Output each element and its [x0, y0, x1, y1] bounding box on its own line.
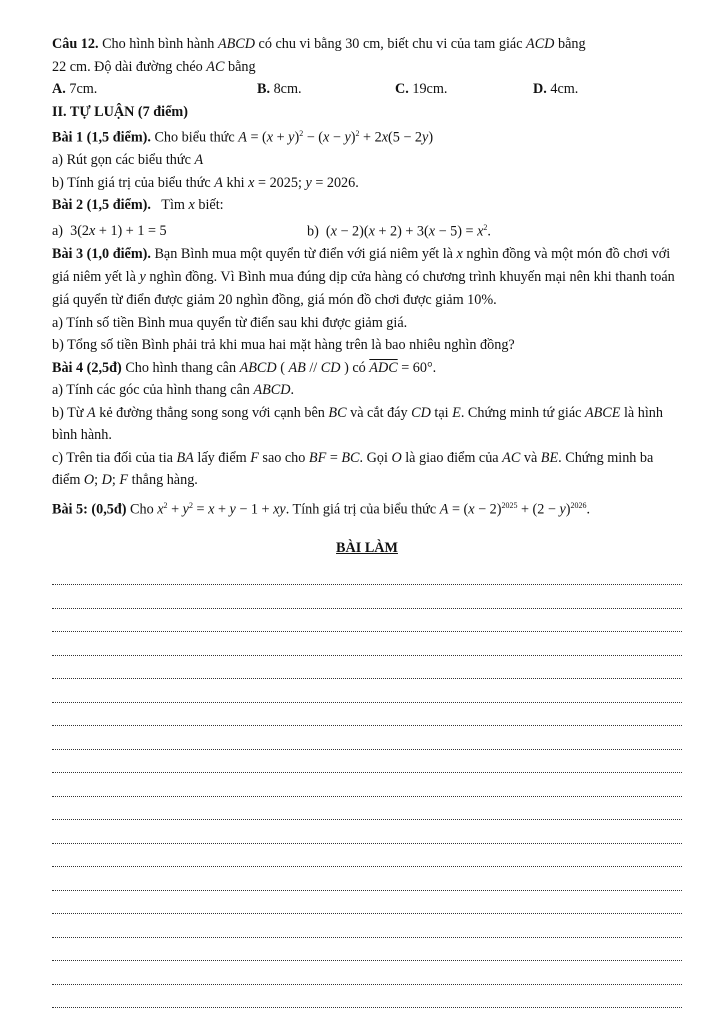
answer-line — [52, 844, 682, 868]
answer-line — [52, 703, 682, 727]
answer-line — [52, 961, 682, 985]
option-c: C. 19cm. — [395, 81, 448, 97]
answer-line — [52, 726, 682, 750]
bai1-b: b) Tính giá trị của biểu thức A khi x = 2025; y = 2026. — [52, 174, 359, 191]
section-title: II. TỰ LUẬN (7 điểm) — [52, 103, 188, 120]
option-d: D. 4cm. — [533, 81, 579, 97]
bai2-b: b) $(x - 2)(x + 2) + 3(x - 5) = x^2$. — [307, 222, 491, 240]
bai1-statement: Bài 1 (1,5 điểm). Cho biểu thức $A = (x + y)^2 - (x - y)^2 + 2x(5 - 2y)$ — [52, 129, 434, 146]
bai4-a: a) Tính các góc của hình thang cân ABCD. — [52, 382, 295, 399]
bai4-statement: Bài 4 (2,5đ) Cho hình thang cân ABCD ( AB // CD ) có $\overline{ADC} = 60^\circ$. — [52, 359, 437, 376]
bai2-a: a) 3(2x + 1) + 1 = 5 — [52, 223, 167, 240]
answer-line — [52, 750, 682, 774]
q12-label: Câu 12. — [52, 36, 99, 52]
answer-line — [52, 914, 682, 938]
answer-line — [52, 938, 682, 962]
bai3-a: a) Tính số tiền Bình mua quyển từ điển sau khi được giảm giá. — [52, 314, 408, 331]
answer-line — [52, 656, 682, 680]
answer-lines — [52, 562, 682, 1009]
bai3-statement: Bài 3 (1,0 điểm). Bạn Bình mua một quyển từ điển với giá niêm yết là x nghìn đồng và một món đồ chơi với giá niêm yết là y nghìn đồng. Vì Bình mua đúng dịp cửa hàng có chương trình khuyến mại nên khi thanh toán giá quyển từ điển được giảm 20 nghìn đồng, giá món đồ chơi được giảm 10%. — [52, 245, 675, 308]
exam-page — [52, 33, 682, 1008]
answer-line — [52, 820, 682, 844]
answer-line — [52, 867, 682, 891]
option-b: B. 8cm. — [257, 81, 302, 97]
answer-line — [52, 773, 682, 797]
bai4-b: b) Từ A kẻ đường thẳng song song với cạnh bên BC và cắt đáy CD tại E. Chứng minh tứ giác ABCE là hình bình hành. — [52, 404, 663, 444]
bai2-statement: Bài 2 (1,5 điểm). Tìm x biết: — [52, 197, 224, 214]
answer-line — [52, 609, 682, 633]
bai4-c: c) Trên tia đối của tia BA lấy điểm F sao cho BF = BC. Gọi O là giao điểm của AC và BE. Chứng minh ba điểm O; D; F thẳng hàng. — [52, 449, 654, 489]
bai1-a: a) Rút gọn các biểu thức A — [52, 152, 204, 169]
answer-line — [52, 562, 682, 586]
answer-line — [52, 891, 682, 915]
q12-options — [52, 78, 682, 101]
bai-lam-title: BÀI LÀM — [336, 540, 398, 557]
answer-line — [52, 679, 682, 703]
option-a: A. 7cm. — [52, 81, 98, 97]
bai5-statement: Bài 5: (0,5đ) Cho $x^2 + y^2 = x + y - 1$ + xy. Tính giá trị của biểu thức $A = (x - 2)^{2025} + (2 - y)^{2026}$. — [52, 500, 591, 518]
q12-line2: 22 cm. Độ dài đường chéo AC bằng — [52, 58, 256, 75]
answer-line — [52, 797, 682, 821]
answer-line — [52, 632, 682, 656]
answer-line — [52, 985, 682, 1009]
bai2-parts — [52, 217, 682, 243]
bai3-b: b) Tổng số tiền Bình phải trả khi mua hai mặt hàng trên là bao nhiêu nghìn đồng? — [52, 337, 515, 354]
q12-line1: Câu 12. Cho hình bình hành ABCD có chu vi bằng 30 cm, biết chu vi của tam giác ACD bằng — [52, 36, 586, 52]
answer-line — [52, 585, 682, 609]
